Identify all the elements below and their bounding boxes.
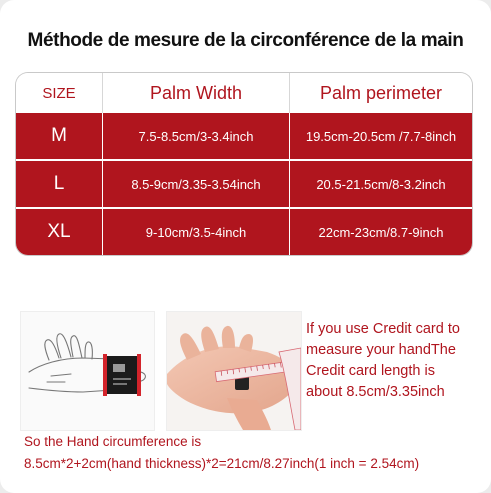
table-row: [16, 113, 472, 159]
formula-line: So the Hand circumference is: [24, 434, 202, 449]
row-palm-perimeter: 20.5-21.5cm/8-3.2inch: [289, 161, 472, 207]
row-palm-perimeter: 22cm-23cm/8.7-9inch: [289, 209, 472, 255]
note-line: Credit card length is: [306, 363, 435, 379]
row-size: M: [51, 125, 67, 146]
table-row: [16, 161, 472, 207]
table-header-row: [16, 73, 472, 113]
header-palm-width: Palm Width: [102, 73, 289, 113]
page-title: Méthode de mesure de la circonférence de la main: [27, 30, 464, 51]
note-line: If you use Credit card to: [306, 321, 460, 337]
table-row: [16, 209, 472, 255]
circumference-formula: [24, 431, 474, 475]
size-table: [16, 73, 472, 255]
note-line: about 8.5cm/3.35inch: [306, 384, 445, 400]
row-size: L: [53, 173, 65, 194]
row-size: XL: [47, 221, 71, 242]
credit-card-note: [306, 319, 486, 403]
row-palm-width: 8.5-9cm/3.35-3.54inch: [102, 161, 289, 207]
row-palm-perimeter: 19.5cm-20.5cm /7.7-8inch: [289, 113, 472, 159]
header-size: SIZE: [42, 84, 76, 102]
hand-with-card-illustration-icon: [20, 311, 155, 431]
row-palm-width: 7.5-8.5cm/3-3.4inch: [102, 113, 289, 159]
row-palm-width: 9-10cm/3.5-4inch: [102, 209, 289, 255]
header-palm-perimeter: Palm perimeter: [289, 73, 472, 113]
formula-line: 8.5cm*2+2cm(hand thickness)*2=21cm/8.27inch(1 inch = 2.54cm): [24, 456, 420, 471]
note-line: measure your handThe: [306, 342, 456, 358]
hand-with-tape-measure-photo-icon: [166, 311, 302, 431]
